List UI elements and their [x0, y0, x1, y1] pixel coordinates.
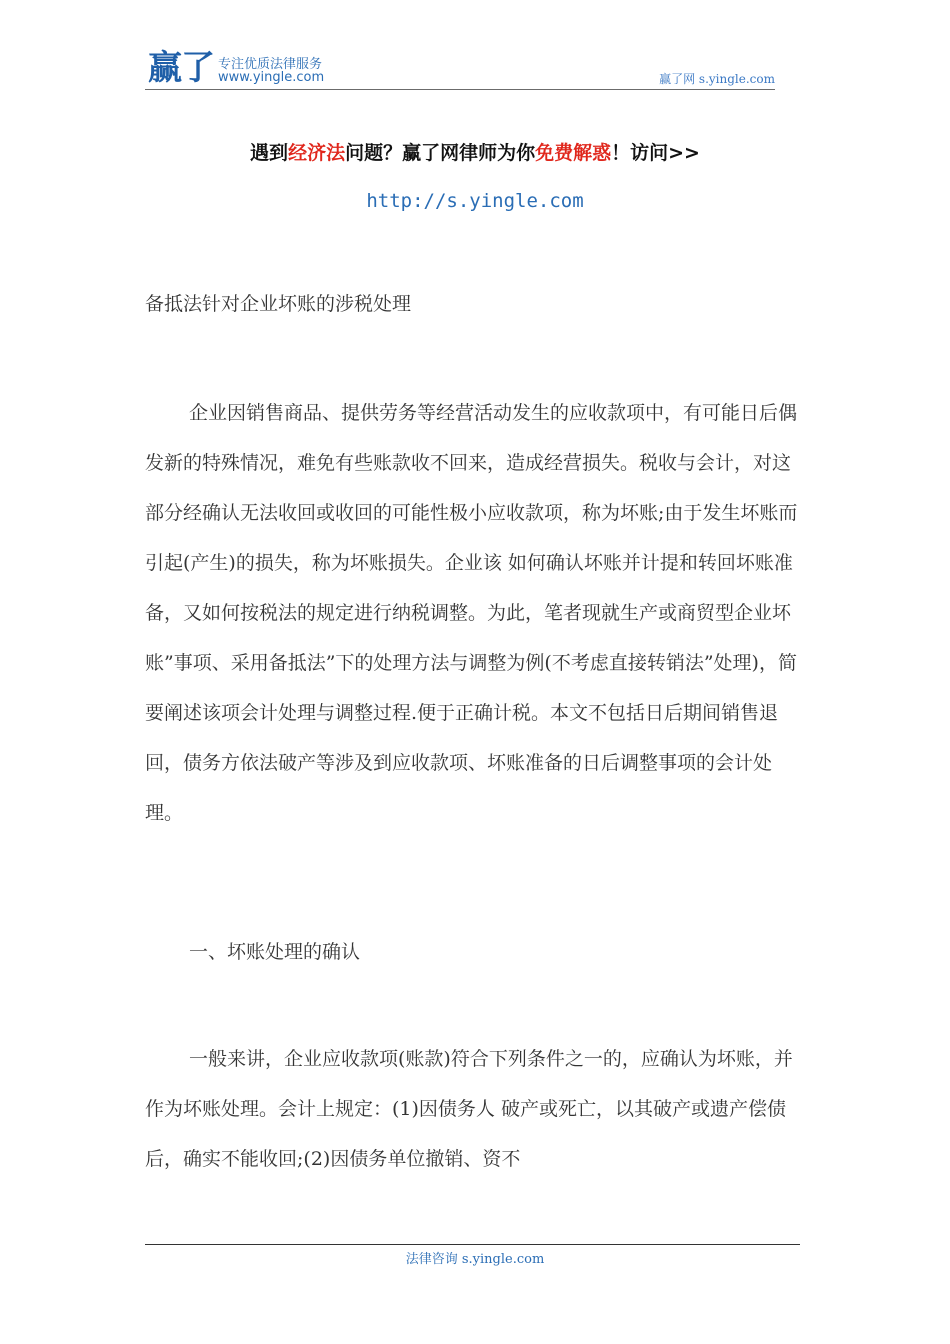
- logo-slogan: 专注优质法律服务: [218, 57, 323, 72]
- body-paragraph-2: 一般来讲，企业应收款项(账款)符合下列条件之一的，应确认为坏账，并作为坏账处理。会计上规定：(1)因债务人 破产或死亡，以其破产或遗产偿债后，确实不能收回;(2)因债务单位撤销、资不: [145, 1048, 793, 1170]
- promo-highlight-free: 免费解惑: [535, 142, 612, 164]
- yingle-logo[interactable]: 赢了: [148, 48, 214, 88]
- promo-highlight-topic: 经济法: [288, 142, 346, 164]
- promo-text-1: 遇到: [250, 142, 289, 164]
- page-header: [145, 48, 775, 88]
- promo-text-2: 问题？赢了网律师为你: [345, 142, 536, 164]
- footer-divider: [145, 1244, 800, 1245]
- logo-site-url[interactable]: www.yingle.com: [218, 70, 325, 85]
- section-heading-1: 一、坏账处理的确认: [189, 941, 361, 963]
- body-paragraph-1: 企业因销售商品、提供劳务等经营活动发生的应收款项中，有可能日后偶发新的特殊情况，难免有些账款收不回来，造成经营损失。税收与会计，对这部分经确认无法收回或收回的可能性极小应收款项，称为坏账;由于发生坏账而引起(产生)的损失，称为坏账损失。企业该 如何确认坏账并计提和转回坏账准备，又如何按税法的规定进行纳税调整。为此，笔者现就生产或商贸型企业坏账”事项、采用备抵法”下的处理方法与调整为例(不考虑直接转销法”处理)，简要阐述该项会计处理与调整过程.便于正确计税。本文不包括日后期间销售退回，债务方依法破产等涉及到应收款项、坏账准备的日后调整事项的会计处理。: [145, 402, 798, 824]
- document-title: 备抵法针对企业坏账的涉税处理: [145, 293, 412, 315]
- header-divider: [145, 89, 775, 90]
- promo-banner: [0, 138, 950, 165]
- promo-text-3: ！访问>>: [611, 142, 700, 164]
- header-site-link[interactable]: 赢了网 s.yingle.com: [659, 72, 775, 86]
- promo-link[interactable]: http://s.yingle.com: [366, 190, 584, 212]
- footer-link[interactable]: 法律咨询 s.yingle.com: [405, 1252, 545, 1267]
